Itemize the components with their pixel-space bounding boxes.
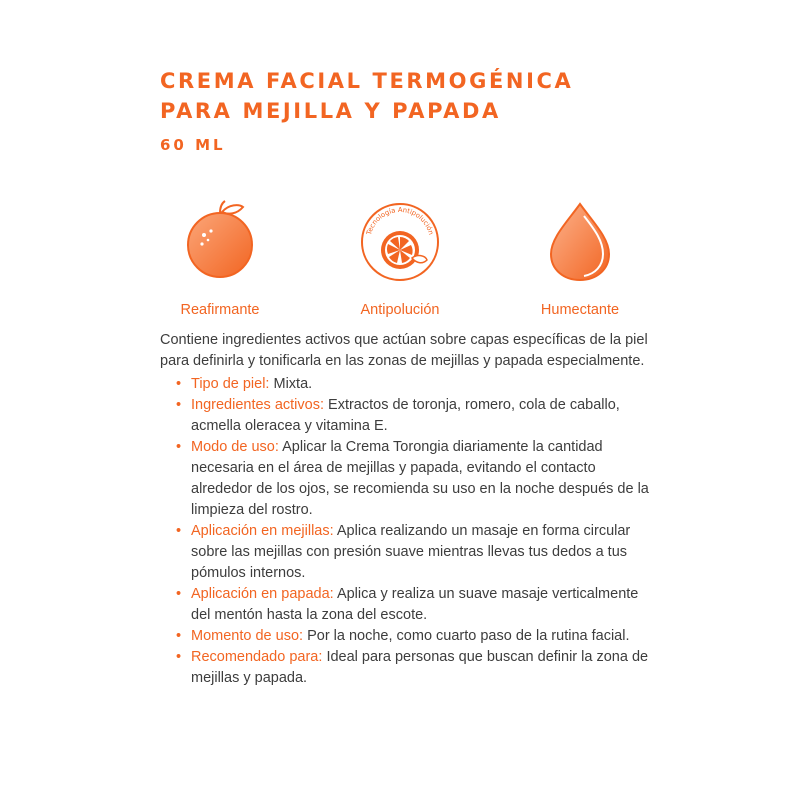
title-line-2: PARA MEJILLA Y PAPADA bbox=[160, 99, 501, 123]
spec-label: Modo de uso: bbox=[191, 439, 279, 455]
list-item bbox=[160, 374, 650, 395]
product-description bbox=[160, 330, 650, 689]
product-header bbox=[160, 66, 660, 154]
feature-humectante bbox=[510, 198, 650, 318]
title-line-1: CREMA FACIAL TERMOGÉNICA bbox=[160, 69, 574, 93]
feature-reafirmante bbox=[150, 198, 290, 318]
spec-text: Mixta. bbox=[273, 376, 313, 392]
feature-label: Antipolución bbox=[360, 302, 440, 318]
bullet: • bbox=[176, 586, 182, 602]
orange-fruit-icon bbox=[177, 198, 263, 284]
spec-text: Aplicar la Crema Torongia diariamente la cantidad necesaria en el área de mejillas y papada, evitando el contacto alrededor de los ojos, se recomienda su uso en la noche después de la limpieza del rostro. bbox=[191, 439, 649, 518]
spec-label: Aplicación en papada: bbox=[191, 586, 334, 602]
spec-text: Aplica realizando un masaje en forma circular sobre las mejillas con presión suave mientras llevas tus dedos a tus pómulos internos. bbox=[191, 523, 631, 581]
bullet: • bbox=[176, 376, 182, 392]
bullet: • bbox=[176, 628, 182, 644]
spec-label: Aplicación en mejillas: bbox=[191, 523, 334, 539]
spec-label: Ingredientes activos: bbox=[191, 397, 324, 413]
drop-icon bbox=[537, 198, 623, 284]
spec-text: Por la noche, como cuarto paso de la rutina facial. bbox=[307, 628, 630, 644]
bullet: • bbox=[176, 397, 182, 413]
bullet: • bbox=[176, 439, 182, 455]
list-item bbox=[160, 521, 650, 584]
feature-icons bbox=[150, 198, 650, 318]
spec-label: Recomendado para: bbox=[191, 649, 323, 665]
spec-text: Ideal para personas que buscan definir la zona de mejillas y papada. bbox=[191, 649, 649, 686]
feature-label: Reafirmante bbox=[180, 302, 260, 318]
list-item bbox=[160, 395, 650, 437]
badge-arc-text: Tecnología Antipolución bbox=[364, 205, 436, 236]
feature-label: Humectante bbox=[540, 302, 620, 318]
product-size: 60 ML bbox=[160, 136, 226, 154]
spec-label: Momento de uso: bbox=[191, 628, 304, 644]
list-item bbox=[160, 437, 650, 521]
bullet: • bbox=[176, 649, 182, 665]
list-item bbox=[160, 626, 650, 647]
spec-list bbox=[160, 374, 650, 689]
spec-label: Tipo de piel: bbox=[191, 376, 270, 392]
feature-antipolucion bbox=[330, 198, 470, 318]
list-item bbox=[160, 647, 650, 689]
orange-slice-badge-icon bbox=[355, 198, 445, 284]
spec-text: Extractos de toronja, romero, cola de caballo, acmella oleracea y vitamina E. bbox=[191, 397, 620, 434]
description-intro: Contiene ingredientes activos que actúan sobre capas específicas de la piel para definirla y tonificarla en las zonas de mejillas y papada especialmente. bbox=[160, 332, 648, 369]
bullet: • bbox=[176, 523, 182, 539]
spec-text: Aplica y realiza un suave masaje verticalmente del mentón hasta la zona del escote. bbox=[191, 586, 639, 623]
product-title bbox=[160, 66, 660, 126]
list-item bbox=[160, 584, 650, 626]
